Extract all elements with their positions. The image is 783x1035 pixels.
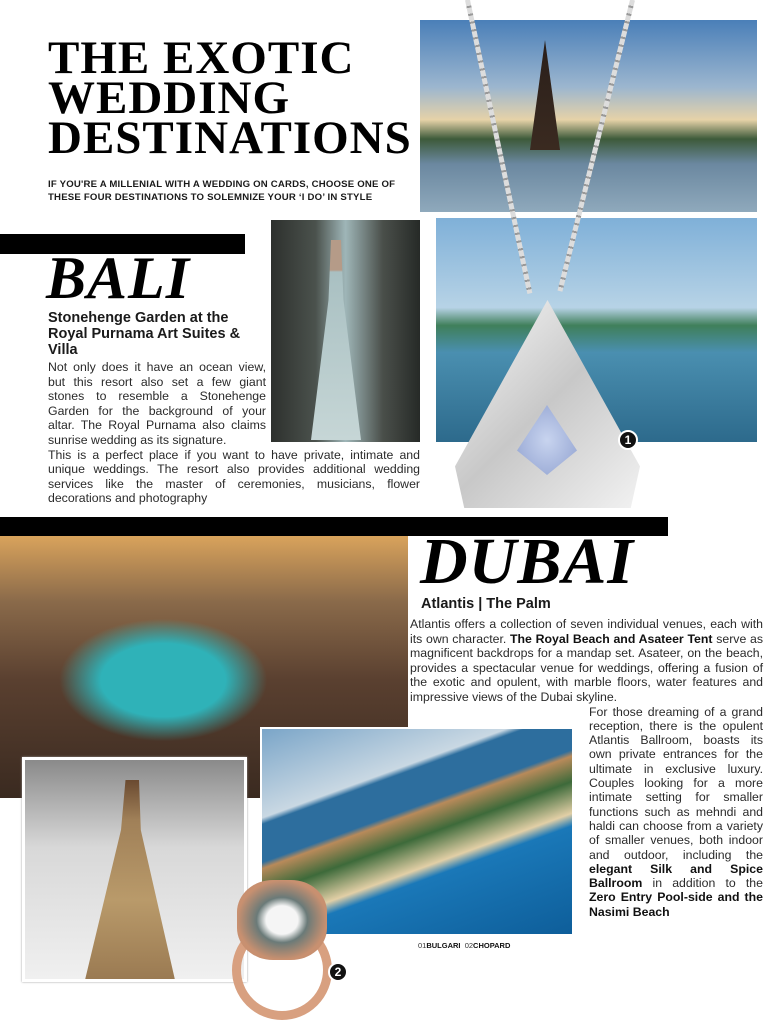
text-bold: elegant Silk and Spice Ballroom: [589, 861, 763, 891]
title-line: DESTINATIONS: [48, 112, 412, 164]
subtitle: IF YOU'RE A MILLENIAL WITH A WEDDING ON CARDS, CHOOSE ONE OF THESE FOUR DESTINATIONS TO SOLEMNIZE YOUR ‘I DO’ IN STYLE: [48, 179, 396, 203]
bali-body: [48, 360, 420, 506]
text: serve as magnificent backdrops for a mandap set. Asateer, on the beach, provides a spectacular venue for weddings, offering a fusion of the exotic and opulent, with marble floors, water features and impressive views of the Dubai skyline.: [410, 631, 763, 704]
credit-number: 02: [464, 941, 474, 950]
page-title: [48, 32, 412, 164]
necklace-pendant: [455, 0, 640, 508]
photo-spacer: [266, 360, 420, 444]
dubai-body: [410, 617, 763, 1035]
item-badge-1: 1: [618, 430, 638, 450]
credit-brand: CHOPARD: [473, 941, 511, 950]
item-badge-2: 2: [328, 962, 348, 982]
bali-venue: Stonehenge Garden at the Royal Purnama Art Suites & Villa: [48, 310, 241, 358]
dubai-heading: DUBAI: [420, 525, 635, 598]
dubai-venue: Atlantis | The Palm: [421, 596, 551, 612]
ring-image: [212, 880, 350, 1020]
bali-body-bottom: This is a perfect place if you want to have private, intimate and unique weddings. The resort also provides additional wedding services like the master of ceremonies, musicians, flower decorations and photography: [48, 447, 420, 506]
text: in addition to the: [642, 876, 763, 891]
text-bold: The Royal Beach and Asateer Tent: [510, 631, 713, 646]
text-bold: Zero Entry Pool-side and the Nasimi Beach: [589, 890, 763, 919]
bali-heading: BALI: [46, 245, 191, 311]
title-line: WEDDING: [48, 72, 291, 124]
text: For those dreaming of a grand reception, there is the opulent Atlantis Ballroom, boasts its own private entrances for the ultimate in exclusive luxury. Couples looking for a more intimate setting for smaller functions such as mehndi and haldi can choose from a variety of smaller venues, both indoor and outdoor, including the: [589, 704, 763, 862]
credit-number: 01: [418, 941, 427, 950]
title-line: THE EXOTIC: [48, 32, 355, 84]
text: Atlantis offers a collection of seven individual venues, each with its own character.: [410, 617, 763, 646]
dubai-body-p1: [410, 617, 763, 705]
credit-brand: BULGARI: [426, 941, 461, 950]
credits: [418, 941, 510, 950]
bali-body-top: Not only does it have an ocean view, but this resort also set a few giant stones to resemble a Stonehenge Garden for the background of your altar. The Royal Purnama also claims sunrise wedding as its signature.: [48, 360, 266, 447]
photo-spacer: [410, 705, 589, 1035]
